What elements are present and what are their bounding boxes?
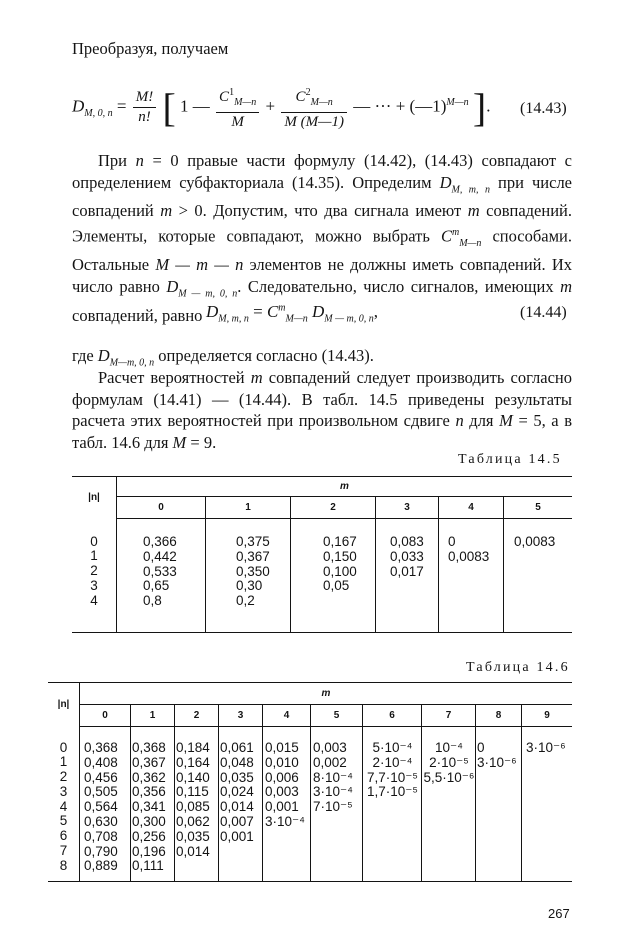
eq43-frac-term2 [281,84,347,131]
t1-cell: 0,0083 [448,548,490,564]
p1-s11: способами. Остальные [72,226,572,275]
p3-s5: для [463,411,500,431]
p3-s7: = 5, а в табл. 14.6 для [72,411,572,452]
t2-n: 6 [59,828,68,844]
t1-cell: 0,083 [390,534,424,549]
t2-cell: 0,062 [176,813,210,829]
t1-cell: 0,350 [236,563,270,579]
t2-cell: 5·10⁻⁴ [372,740,413,755]
t2-cell: 3·10⁻⁶ [526,740,566,755]
p2-s2-sub: M—m, 0, n [109,357,155,369]
t2-col-2 [175,727,219,882]
p1-s9: совпадений. Элементы, которые совпадают, можно выбрать [72,201,572,246]
p2-s3: определяется согласно (14.43). [154,346,374,365]
p1-s2: n [135,151,144,170]
t2-cell: 3·10⁻⁴ [265,813,305,829]
t2-body [48,727,572,882]
t1-n: 0 [90,533,98,549]
t1-col-group [117,477,573,497]
t1-n-col [72,519,117,633]
t2-cell: 0,368 [84,740,118,755]
t2-cell: 0,708 [84,828,118,844]
t2-col-9 [522,727,573,882]
t1-n: 1 [90,548,98,564]
t2-cell: 0,630 [84,813,118,829]
p1-s4: D [439,172,452,192]
eq43-end: . [486,96,491,116]
t2-cell: 0,564 [84,799,118,815]
t1-cell: 0,8 [143,593,162,609]
eq43-f1-den: n! [138,109,151,125]
eq43-f2-sup: 1 [229,87,235,98]
eq44-equals: = [248,302,267,321]
t1-col-5 [504,519,573,633]
eq43-frac-factorial [133,89,157,126]
t2-cell: 7·10⁻⁵ [313,799,353,815]
eq44-end: , [373,302,378,321]
t1-cell: 0,367 [236,548,270,564]
paragraph-1 [72,150,572,327]
t2-col-3 [219,727,263,882]
eq44-c: D [307,302,325,321]
t2-col-4 [263,727,311,882]
p1-s15: . Следовательно, число сигналов, имеющих [237,277,561,297]
p1-s13: элементов не должны иметь совпадений. Их число равно [72,255,573,297]
t1-cell: 0,100 [323,563,357,579]
p1-s5: при числе совпадений [72,172,572,221]
t1-col-0 [117,519,206,633]
eq43-tail-sup: M—n [446,96,469,108]
t2-cell: 2·10⁻⁴ [372,754,413,770]
t2-row-header: |n| [48,683,80,727]
t2-cell: 0,368 [132,740,166,755]
t1-col-label: 0 [117,497,206,519]
t2-cell: 0,006 [265,769,299,785]
eq44-a-sub: M, m, n [218,313,249,325]
eq43-bracket-close: ] [472,85,487,130]
t1-cell: 0,150 [323,548,357,564]
t2-cell: 0,003 [265,784,299,800]
paragraph-3 [72,367,572,453]
t1-cell: 0,033 [390,548,424,564]
eq44-b-sup: m [278,302,286,314]
t1-body [72,519,572,633]
p1-s12: M — m — n [155,255,244,275]
t2-cell: 0,014 [220,799,254,815]
p1-s3: = 0 правые части формулу (14.42), (14.43) совпадают с определением субфакториала (14.35). Определим [72,151,572,192]
t2-cell: 0,115 [176,784,209,800]
t2-n: 5 [59,813,68,829]
eq44-c-sub: M — m, 0, n [324,313,374,325]
eq43-one: 1 — [180,96,210,116]
t2-cell: 0,007 [220,813,254,829]
p1-s10-sup: m [451,227,460,239]
p3-s1: Расчет вероятностей [98,368,251,387]
t2-col-group [80,683,573,705]
t2-cell: 0,196 [132,843,166,859]
t2-col-label: 2 [175,705,219,727]
t2-cell: 0,341 [132,799,166,815]
p3-s6: M [499,411,513,431]
eq43-frac-term1 [216,84,259,131]
t2-cell: 1,7·10⁻⁵ [366,784,418,800]
t2-n: 1 [59,754,68,770]
eq43-f3-base: C [295,89,306,105]
t2-cell: 0,889 [84,858,118,874]
eq44-b-sub: M—n [285,313,308,325]
t2-cell: 0,164 [176,754,210,770]
intro-text [72,38,572,60]
p3-s3: совпадений следует производить согласно формулам (14.41) — (14.44). В табл. 14.5 приведены результаты расчета этих вероятностей при произвольном сдвиге [72,368,572,431]
t2-col-7 [422,727,476,882]
t2-cell: 0,015 [265,740,299,755]
table-14-6 [48,682,572,882]
t2-n: 0 [59,739,68,755]
t1-cell: 0 [448,534,456,549]
t1-col-label: 1 [206,497,291,519]
t2-cell: 0 [477,740,485,755]
table-14-6-caption: Таблица 14.6 [466,660,570,675]
t2-n: 8 [59,857,68,873]
t2-cell: 0,184 [176,740,210,755]
t2-cell: 0,362 [132,769,166,785]
t1-n: 4 [90,592,98,608]
t2-col-label: 5 [311,705,363,727]
t2-cell: 0,300 [132,813,166,829]
t1-cell: 0,017 [390,563,424,579]
t2-col-label: 0 [80,705,131,727]
t1-n: 2 [90,563,98,579]
t2-col-0 [80,727,131,882]
t2-cell: 0,014 [176,843,210,859]
intro-line: Преобразуя, получаем [72,39,229,58]
eq43-f3-den: M (M—1) [284,114,344,130]
t2-n: 3 [59,783,68,799]
t2-col-labels [48,705,572,727]
t1-cell: 0,05 [323,578,350,594]
t2-col-group-label: m [321,688,331,699]
eq43-lhs-sub: M, 0, n [84,107,113,119]
t1-n: 3 [90,577,98,593]
page-number: 267 [548,906,570,921]
t2-n: 7 [59,843,68,859]
p1-s4-sub: M, m, n [451,183,490,195]
t1-cell: 0,30 [236,578,263,594]
p3-s8: M [172,432,187,452]
eq43-number: (14.43) [520,100,567,117]
t2-cell: 0,111 [132,858,164,874]
t1-col-4 [439,519,504,633]
t2-cell: 0,456 [84,769,118,785]
eq43-f2-sub: M—n [234,97,257,108]
p2-s1: где [72,346,98,365]
eq43-f2-den: M [231,114,244,130]
t1-col-label: 4 [439,497,504,519]
t2-col-label: 3 [219,705,263,727]
t1-cell: 0,0083 [514,534,556,549]
t2-cell: 0,001 [265,799,299,815]
p1-s14-sub: M — m, 0, n [178,288,238,300]
p2-s2: D [97,346,110,365]
t2-cell: 0,010 [265,754,299,770]
t2-cell: 0,505 [84,784,118,800]
t2-cell: 10⁻⁴ [435,740,463,755]
eq44-a: D [206,302,219,321]
t2-cell: 0,356 [132,784,166,800]
t2-cell: 3·10⁻⁴ [313,784,353,800]
t2-cell: 0,035 [220,769,254,785]
eq43-tail: — ··· + (—1) [353,96,447,116]
t1-col-group-label: m [340,481,349,492]
t1-cell: 0,375 [236,534,270,549]
t1-cell: 0,2 [236,593,255,609]
p1-s10: C [440,226,452,246]
t2-n-col [48,727,80,882]
t1-cell: 0,167 [323,534,357,549]
eq43-f2-base: C [219,89,230,105]
t1-col-labels [72,497,572,519]
t2-col-6 [363,727,422,882]
p3-s2: m [250,368,263,387]
p1-s10-sub: M—n [459,237,482,249]
p1-s14: D [166,277,179,297]
t2-col-label: 1 [131,705,175,727]
eq43-bracket-open: [ [162,85,176,130]
equation-14-43 [72,84,490,131]
t2-cell: 7,7·10⁻⁵ [366,769,418,785]
t1-cell: 0,366 [143,534,177,549]
t2-cell: 0,408 [84,754,118,770]
table-14-5 [72,476,572,633]
t2-col-5 [311,727,363,882]
eq43-f3-sup: 2 [305,87,311,98]
t2-cell: 5,5·10⁻⁶ [423,769,475,785]
eq43-equals: = [116,96,127,116]
t2-col-label: 9 [522,705,573,727]
eq43-lhs: D [72,96,85,116]
p1-s6: m [160,201,173,221]
p1-s7: > 0. Допустим, что два сигнала имеют [172,201,468,221]
t2-cell: 0,048 [220,754,254,770]
t2-col-label: 8 [476,705,522,727]
t2-cell: 0,003 [313,740,347,755]
equation-14-44 [206,302,378,324]
eq44-number: (14.44) [520,304,567,321]
t2-cell: 0,085 [176,799,210,815]
p1-s1: При [98,151,136,170]
t2-cell: 0,790 [84,843,118,859]
eq43-f3-sub: M—n [310,97,333,108]
t1-cell: 0,442 [143,548,177,564]
t2-cell: 2·10⁻⁵ [429,754,469,770]
t2-n: 2 [59,769,68,785]
t1-col-1 [206,519,291,633]
t2-cell: 0,001 [220,828,254,844]
t2-cell: 0,140 [176,769,210,785]
t1-cell: 0,533 [143,563,177,579]
t2-cell: 0,002 [313,754,347,770]
t1-col-label: 3 [376,497,439,519]
t1-col-label: 5 [504,497,573,519]
t2-col-label: 4 [263,705,311,727]
eq43-f1-num: M! [135,89,154,105]
t1-cell: 0,65 [143,578,170,594]
t2-n: 4 [59,798,68,814]
t2-col-label: 6 [363,705,422,727]
t2-cell: 3·10⁻⁶ [477,754,517,770]
t2-cell: 0,024 [220,784,254,800]
eq43-plus: + [265,96,276,116]
p1-s8: m [467,201,480,221]
t1-col-2 [291,519,376,633]
eq44-b: C [266,302,279,321]
t2-cell: 0,035 [176,828,210,844]
p1-s17: совпадений, равно [72,305,203,325]
p3-s4: n [455,411,464,431]
t1-row-header: |n| [72,477,117,519]
t2-col-label: 7 [422,705,476,727]
t2-cell: 0,061 [220,740,254,755]
t2-cell: 8·10⁻⁴ [313,769,353,785]
t1-col-3 [376,519,439,633]
t1-col-label: 2 [291,497,376,519]
t2-col-8 [476,727,522,882]
p1-s16: m [560,277,572,297]
t2-col-1 [131,727,175,882]
t2-cell: 0,256 [132,828,166,844]
table-14-5-caption: Таблица 14.5 [458,452,562,467]
p3-s9: = 9. [186,432,217,452]
t2-cell: 0,367 [132,754,166,770]
